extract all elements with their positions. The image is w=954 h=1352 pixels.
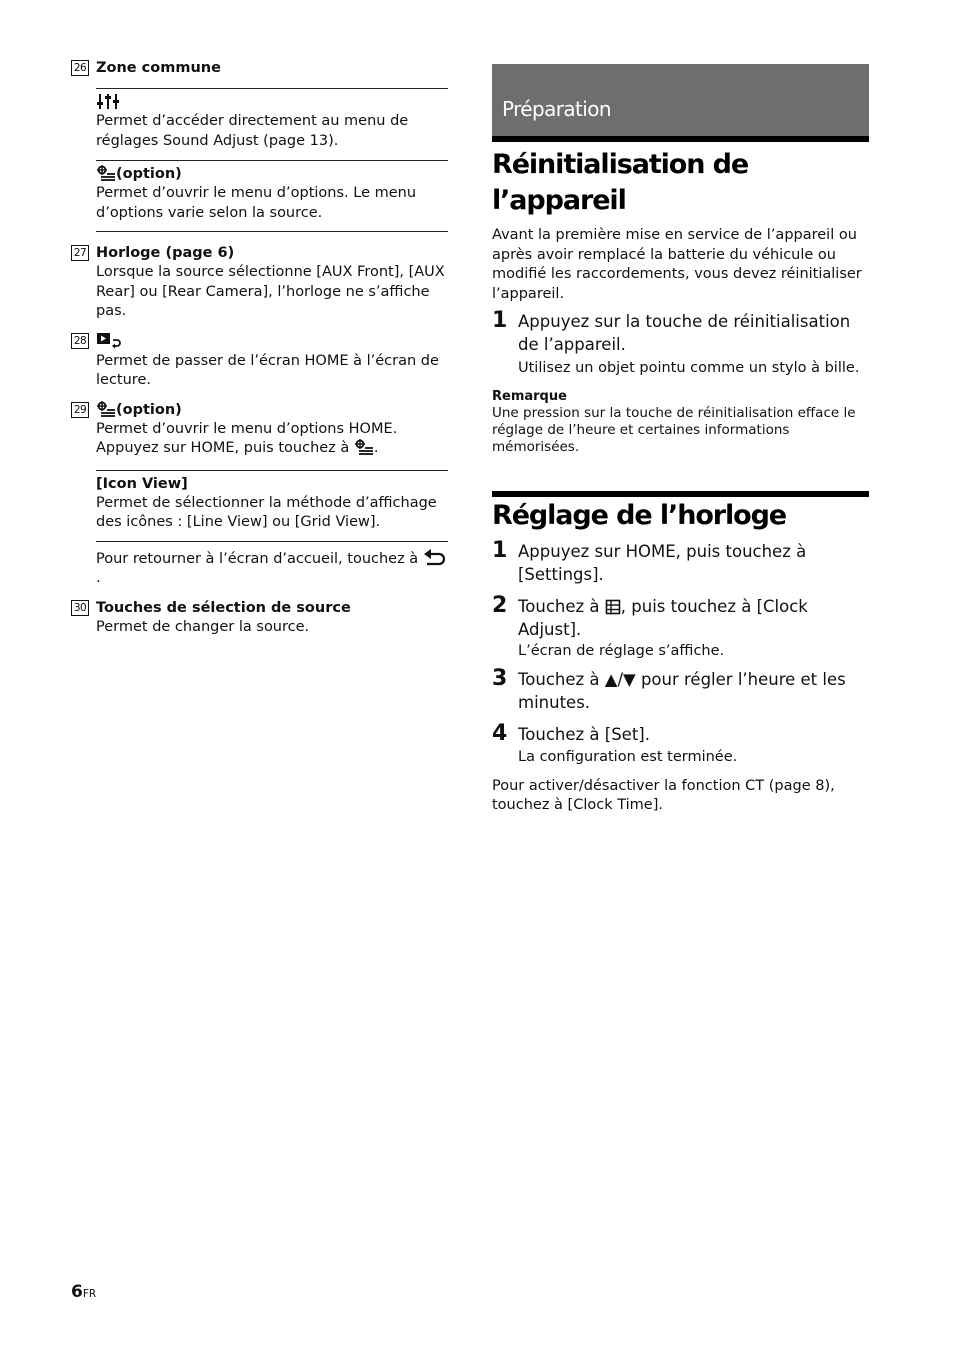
item-number: 28 bbox=[71, 333, 89, 349]
step-note: La configuration est terminée. bbox=[518, 748, 738, 765]
section-divider bbox=[492, 491, 869, 497]
general-settings-icon bbox=[605, 599, 621, 615]
item-text: Lorsque la source sélectionne [AUX Front], [AUX Rear] ou [Rear Camera], l’horloge ne s’affiche pas. bbox=[96, 264, 445, 319]
item-title: Horloge (page 6) bbox=[96, 245, 235, 261]
item-30 bbox=[71, 598, 448, 638]
sound-adjust-icon bbox=[96, 93, 120, 110]
clock-step-1 bbox=[492, 538, 869, 586]
item-number: 27 bbox=[71, 245, 89, 261]
item-26 bbox=[71, 58, 448, 232]
reset-step-1 bbox=[492, 308, 869, 378]
sub-text: Permet d’ouvrir le menu d’options. Le menu d’options varie selon la source. bbox=[96, 185, 417, 221]
sub-text: Permet de sélectionner la méthode d’affichage des icônes : [Line View] ou [Grid View]. bbox=[96, 494, 437, 530]
item-28 bbox=[71, 331, 448, 391]
step-number: 2 bbox=[492, 593, 507, 618]
clock-title: Réglage de l’horloge bbox=[492, 500, 787, 531]
item-text: Permet de passer de l’écran HOME à l’écran de lecture. bbox=[96, 352, 439, 388]
step-text: Touchez à , puis touchez à [Clock Adjust]. bbox=[518, 597, 808, 639]
sub-title: [Icon View] bbox=[96, 475, 188, 492]
item-text: Permet de changer la source. bbox=[96, 618, 310, 635]
return-text: Pour retourner à l’écran d’accueil, touchez à . bbox=[96, 549, 448, 589]
step-number: 3 bbox=[492, 666, 507, 691]
back-arrow-icon bbox=[423, 549, 447, 566]
step-text: Appuyez sur HOME, puis touchez à [Settings]. bbox=[518, 542, 807, 584]
item-27 bbox=[71, 243, 448, 322]
item-number: 30 bbox=[71, 600, 89, 616]
item-text: Permet d’ouvrir le menu d’options HOME. Appuyez sur HOME, puis touchez à . bbox=[96, 420, 398, 456]
item-title: Touches de sélection de source bbox=[96, 599, 351, 616]
step-number: 4 bbox=[492, 721, 507, 746]
section-header bbox=[492, 64, 869, 142]
sub-option bbox=[96, 160, 448, 232]
note-label: Remarque bbox=[492, 389, 567, 404]
clock-step-3 bbox=[492, 666, 869, 714]
option-icon bbox=[354, 439, 374, 455]
item-number: 26 bbox=[71, 60, 89, 76]
sub-icon-view bbox=[96, 470, 448, 542]
right-column bbox=[492, 64, 869, 816]
left-column bbox=[71, 58, 448, 637]
clock-footer-text: Pour activer/désactiver la fonction CT (page 8), touchez à [Clock Time]. bbox=[492, 777, 835, 813]
item-title: (option) bbox=[116, 401, 182, 418]
step-text: Touchez à ▲/▼ pour régler l’heure et les minutes. bbox=[518, 670, 846, 712]
step-note: L’écran de réglage s’affiche. bbox=[518, 643, 725, 659]
step-note: Utilisez un objet pointu comme un stylo à bille. bbox=[518, 360, 860, 376]
option-icon bbox=[96, 401, 116, 417]
reset-intro: Avant la première mise en service de l’appareil ou après avoir remplacé la batterie du véhicule ou modifié les raccordements, vous devez réinitialiser l’appareil. bbox=[492, 227, 862, 302]
item-29 bbox=[71, 400, 448, 589]
sub-sound-adjust bbox=[96, 88, 448, 160]
step-text: Touchez à [Set]. bbox=[518, 725, 650, 744]
step-text: Appuyez sur la touche de réinitialisation de l’appareil. bbox=[518, 312, 851, 354]
section-title: Préparation bbox=[502, 97, 611, 121]
clock-step-4 bbox=[492, 721, 869, 767]
sub-text: Permet d’accéder directement au menu de réglages Sound Adjust (page 13). bbox=[96, 113, 409, 149]
option-icon bbox=[96, 165, 116, 181]
step-number: 1 bbox=[492, 308, 507, 333]
step-number: 1 bbox=[492, 538, 507, 563]
item-number: 29 bbox=[71, 402, 89, 418]
home-switch-icon bbox=[96, 332, 122, 349]
sub-title: (option) bbox=[116, 166, 182, 182]
clock-step-2 bbox=[492, 593, 869, 661]
note-text: Une pression sur la touche de réinitialisation efface le réglage de l’heure et certaines informations mémorisées. bbox=[492, 405, 856, 455]
page-number: 6FR bbox=[71, 1282, 97, 1302]
reset-title: Réinitialisation de l’appareil bbox=[492, 149, 749, 216]
item-title: Zone commune bbox=[96, 60, 221, 76]
